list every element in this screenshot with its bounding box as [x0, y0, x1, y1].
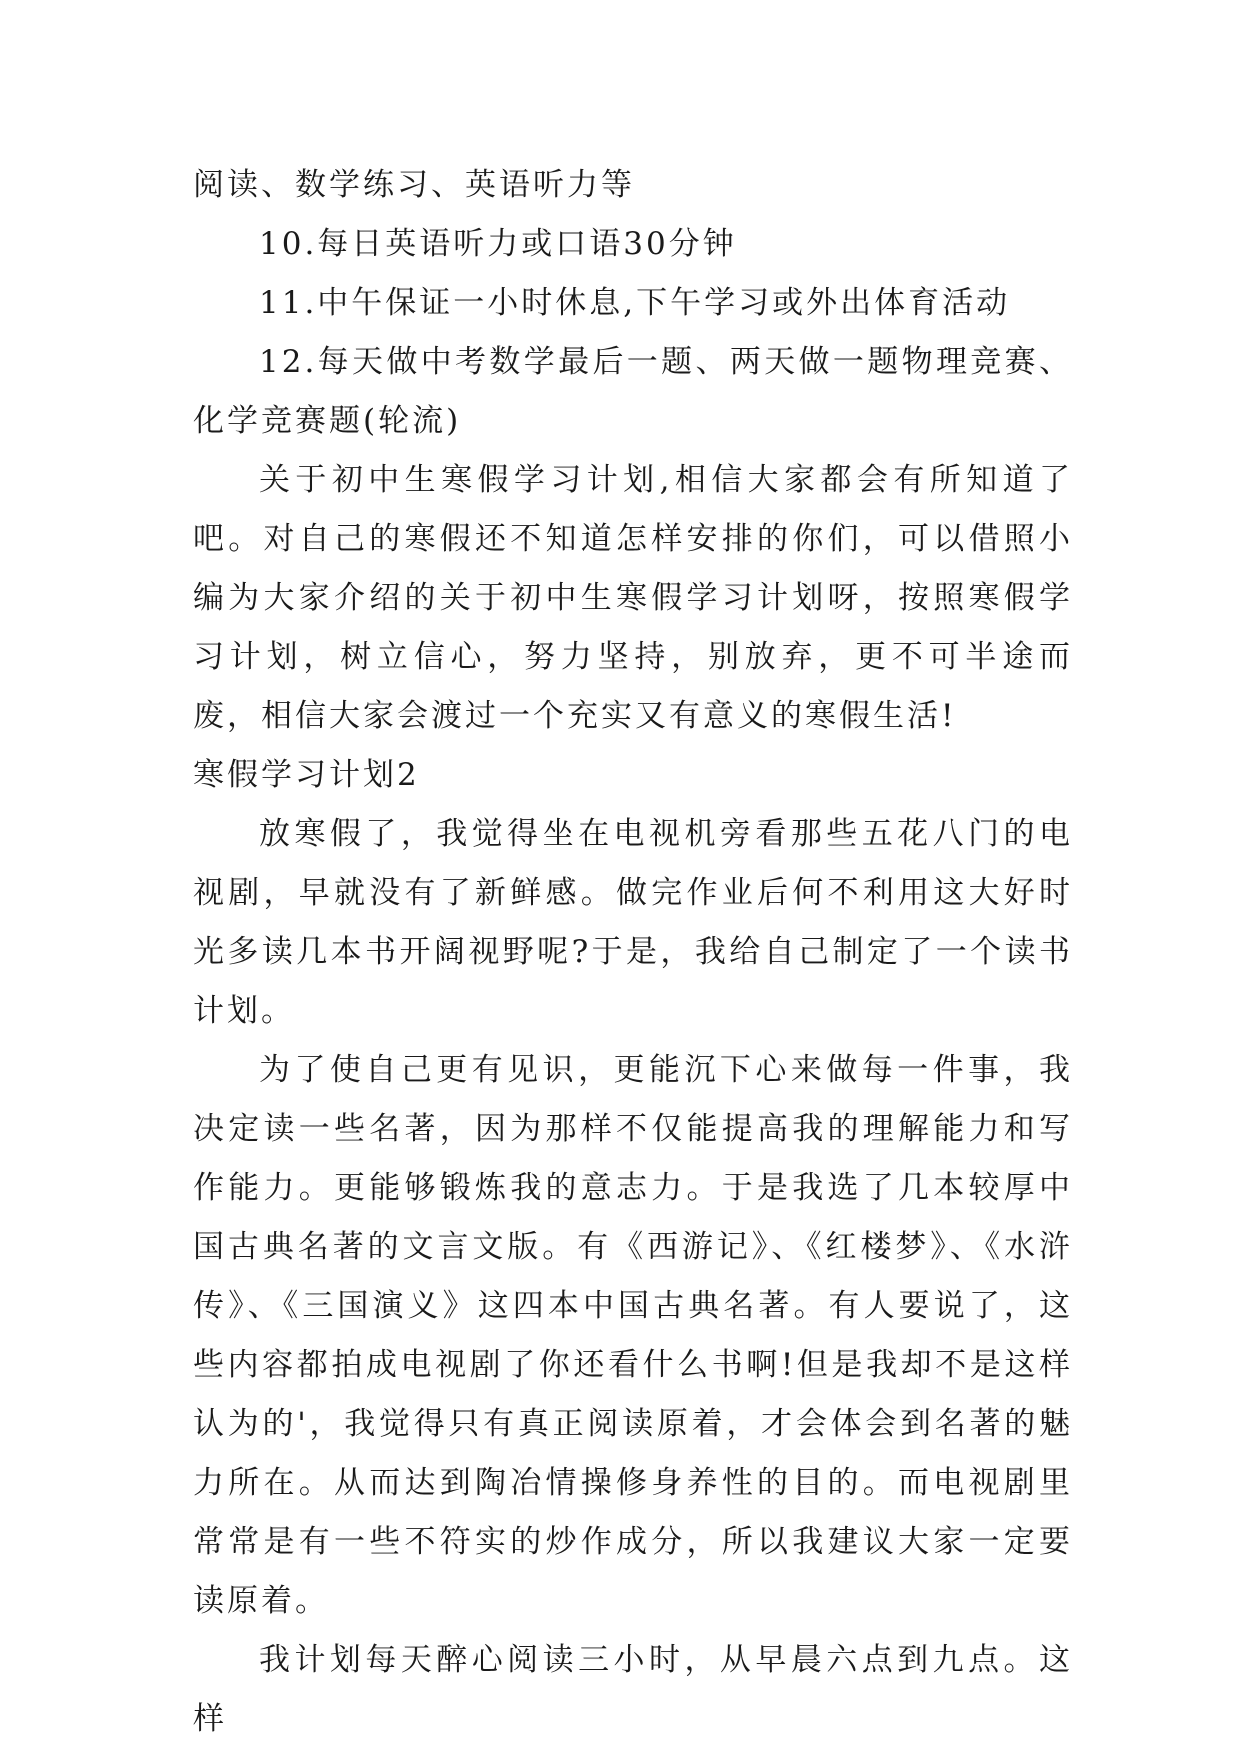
paragraph-intro-reading-plan: 放寒假了，我觉得坐在电视机旁看那些五花八门的电视剧，早就没有了新鲜感。做完作业后何不利用这大好时光多读几本书开阔视野呢?于是，我给自己制定了一个读书计划。 — [193, 816, 1073, 1029]
paragraph-item-10: 10.每日英语听力或口语30分钟 — [259, 226, 737, 262]
document-body — [193, 156, 1073, 1749]
paragraph-reading-list-continued: 阅读、数学练习、英语听力等 — [193, 167, 635, 203]
paragraph-item-12: 12.每天做中考数学最后一题、两天做一题物理竞赛、化学竞赛题(轮流) — [193, 344, 1073, 439]
paragraph-item-11: 11.中午保证一小时休息,下午学习或外出体育活动 — [259, 285, 1011, 321]
section-heading-plan-2: 寒假学习计划2 — [193, 757, 420, 793]
paragraph-daily-schedule: 我计划每天醉心阅读三小时，从早晨六点到九点。这样 — [193, 1642, 1073, 1737]
paragraph-summary: 关于初中生寒假学习计划,相信大家都会有所知道了吧。对自己的寒假还不知道怎样安排的你们，可以借照小编为大家介绍的关于初中生寒假学习计划呀，按照寒假学习计划，树立信心，努力坚持，别放弃，更不可半途而废，相信大家会渡过一个充实又有意义的寒假生活! — [193, 462, 1073, 734]
paragraph-classic-novels: 为了使自己更有见识，更能沉下心来做每一件事，我决定读一些名著，因为那样不仅能提高我的理解能力和写作能力。更能够锻炼我的意志力。于是我选了几本较厚中国古典名著的文言文版。有《西游记》、《红楼梦》、《水浒传》、《三国演义》这四本中国古典名著。有人要说了，这些内容都拍成电视剧了你还看什么书啊!但是我却不是这样认为的'，我觉得只有真正阅读原着，才会体会到名著的魅力所在。从而达到陶冶情操修身养性的目的。而电视剧里常常是有一些不符实的炒作成分，所以我建议大家一定要读原着。 — [193, 1052, 1073, 1619]
